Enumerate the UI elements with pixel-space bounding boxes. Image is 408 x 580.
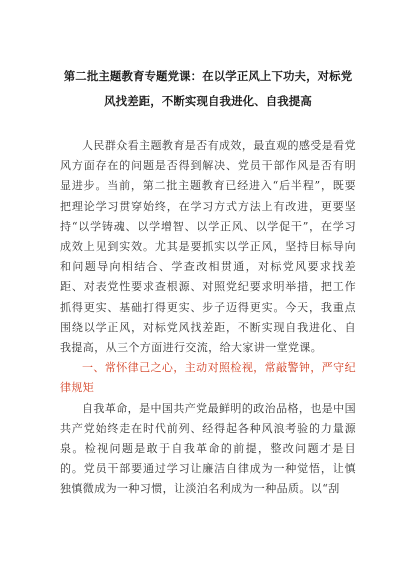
intro-paragraph: 人民群众看主题教育是否有成效，最直观的感受是看党风方面存在的问题是否得到解决、党员干部作风是否有明显进步。当前，第二批主题教育已经进入“后半程”，既要把理论学习贯穿始终，在学习方式方法上有改进，更要坚持“以学铸魂、以学增智、以学正风、以学促干”，在学习成效上见到实效。尤其是要抓实以学正风，坚持目标导向和问题导向相结合、学查改相贯通，对标党风要求找差距、对表党性要求查根源、对照党纪要求明举措，把工作抓得更实、基础打得更实、步子迈得更实。今天，我重点围绕以学正风，对标党风找差距，不断实现自我进化、自我提高，从三个方面进行交流，给大家讲一堂党课。 — [60, 139, 356, 355]
document-title: 第二批主题教育专题党课：在以学正风上下功夫，对标党风找差距，不断实现自我进化、自我提高 — [63, 69, 353, 108]
document-page — [60, 64, 356, 500]
section-heading-1: 一、常怀律己之心，主动对照检视，常敲警钟，严守纪律规矩 — [60, 361, 356, 395]
section-1-paragraph: 自我革命，是中国共产党最鲜明的政治品格，也是中国共产党始终走在时代前列、经得起各种风浪考验的力量源泉。检视问题是敢于自我革命的前提，整改问题才是目的。党员干部要通过学习让廉洁自律成为一种觉悟，让慎独慎微成为一种习惯，让淡泊名利成为一种品质。以“刮 — [60, 401, 356, 496]
